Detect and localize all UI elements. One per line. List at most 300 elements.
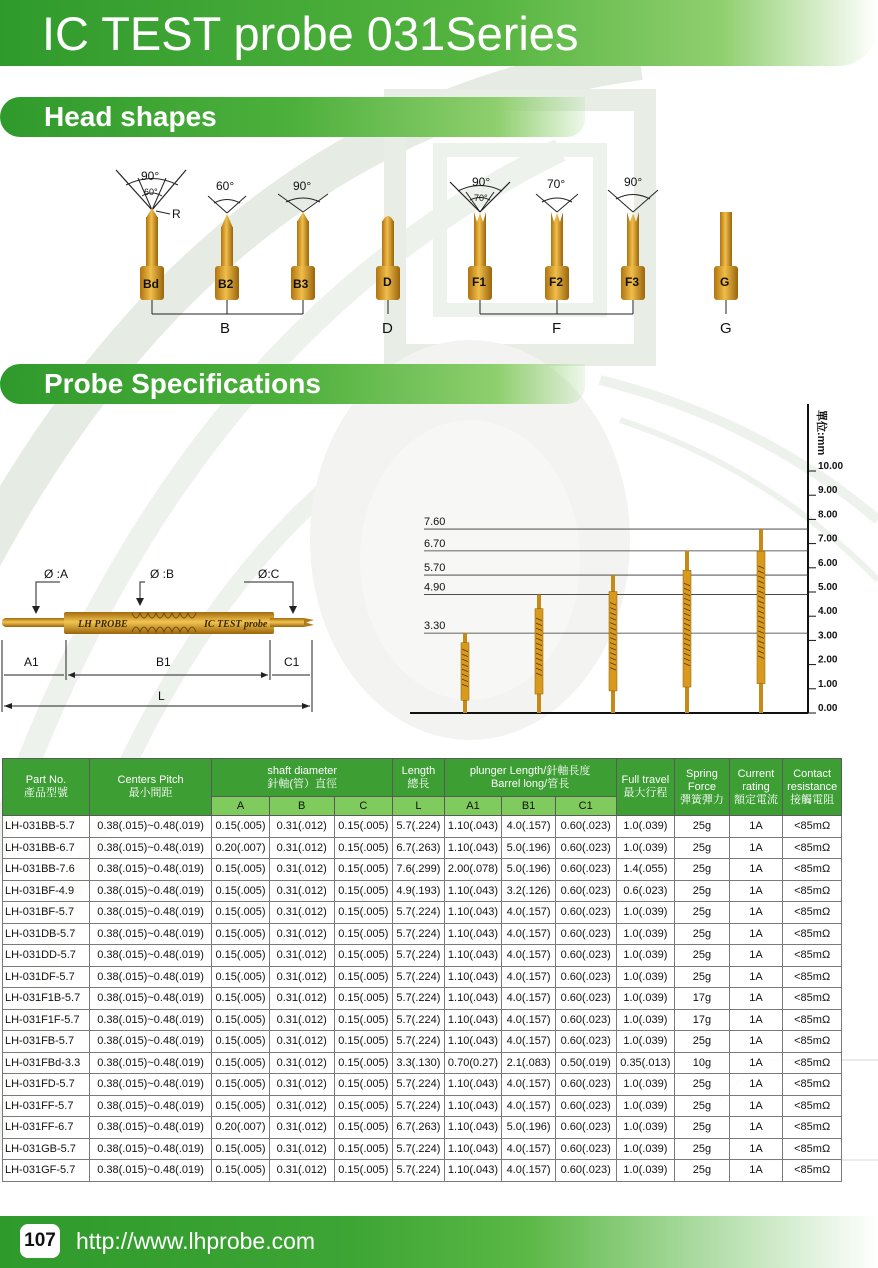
table-cell: 0.60(.023): [555, 966, 616, 988]
table-cell: 1.10(.043): [444, 880, 502, 902]
table-cell: 0.38(.015)~0.48(.019): [89, 1095, 211, 1117]
tip-label-d: D: [383, 275, 392, 289]
table-cell: 0.70(0.27): [444, 1052, 502, 1074]
tip-label-bd: Bd: [143, 277, 159, 291]
table-cell: 1.10(.043): [444, 1138, 502, 1160]
scale-tick-label: 10.00: [818, 461, 844, 472]
table-row: [3, 1138, 842, 1160]
table-cell: 0.38(.015)~0.48(.019): [89, 837, 211, 859]
table-cell: 0.31(.012): [269, 1095, 334, 1117]
table-cell: 0.38(.015)~0.48(.019): [89, 1052, 211, 1074]
table-cell: 4.9(.193): [393, 880, 445, 902]
table-cell: 5.7(.224): [393, 945, 445, 967]
table-cell: 5.7(.224): [393, 1031, 445, 1053]
table-cell: 1.0(.039): [616, 902, 675, 924]
table-cell: 0.15(.005): [212, 1138, 270, 1160]
table-cell: 0.15(.005): [334, 880, 393, 902]
table-cell: 4.0(.157): [502, 902, 556, 924]
table-cell: 1.0(.039): [616, 1074, 675, 1096]
table-cell: 0.60(.023): [555, 837, 616, 859]
table-cell: 0.20(.007): [212, 837, 270, 859]
table-row: [3, 880, 842, 902]
table-cell: 0.60(.023): [555, 1095, 616, 1117]
unit-label: 單位:mm: [815, 410, 827, 456]
table-cell: 1.4(.055): [616, 859, 675, 881]
dia-b-label: Ø :B: [150, 567, 175, 581]
group-label-f: F: [552, 320, 562, 337]
table-cell: <85mΩ: [783, 1117, 842, 1139]
group-label-d: D: [382, 320, 393, 337]
dim-a1-label: A1: [24, 655, 39, 669]
table-cell: 1.0(.039): [616, 945, 675, 967]
table-cell: 5.7(.224): [393, 923, 445, 945]
table-cell: 1A: [729, 1074, 783, 1096]
table-cell: 5.7(.224): [393, 816, 445, 838]
table-cell: 1.10(.043): [444, 1074, 502, 1096]
table-cell: 25g: [675, 859, 730, 881]
table-cell: LH-031FF-6.7: [3, 1117, 90, 1139]
scale-tick-label: 1.00: [818, 678, 838, 690]
length-label: 5.70: [424, 562, 446, 575]
table-row: [3, 1160, 842, 1182]
table-cell: LH-031DB-5.7: [3, 923, 90, 945]
table-cell: <85mΩ: [783, 1031, 842, 1053]
table-cell: 5.7(.224): [393, 1009, 445, 1031]
th-sub-c1: C1: [555, 797, 616, 816]
table-cell: 0.15(.005): [212, 859, 270, 881]
table-cell: 0.60(.023): [555, 1031, 616, 1053]
page-title: IC TEST probe 031Series: [42, 7, 579, 60]
table-cell: 25g: [675, 966, 730, 988]
table-cell: 1.0(.039): [616, 923, 675, 945]
th-sub-a1: A1: [444, 797, 502, 816]
table-cell: 0.15(.005): [212, 1031, 270, 1053]
table-cell: 25g: [675, 837, 730, 859]
th-current: Current rating 額定電流: [729, 759, 783, 816]
table-cell: 0.38(.015)~0.48(.019): [89, 859, 211, 881]
th-centers-pitch: Centers Pitch 最小間距: [89, 759, 211, 816]
table-cell: 0.31(.012): [269, 880, 334, 902]
table-cell: 0.38(.015)~0.48(.019): [89, 1031, 211, 1053]
spec-table-body: [3, 816, 842, 1182]
th-sub-b: B: [269, 797, 334, 816]
table-cell: <85mΩ: [783, 816, 842, 838]
table-cell: 4.0(.157): [502, 1138, 556, 1160]
length-label: 7.60: [424, 516, 446, 529]
table-cell: 0.31(.012): [269, 1052, 334, 1074]
table-cell: <85mΩ: [783, 988, 842, 1010]
table-cell: 1A: [729, 1095, 783, 1117]
table-cell: 0.60(.023): [555, 880, 616, 902]
table-cell: 0.15(.005): [212, 988, 270, 1010]
table-cell: 0.15(.005): [212, 1160, 270, 1182]
scale-probe-barrel: [535, 609, 543, 694]
table-cell: 0.31(.012): [269, 859, 334, 881]
table-cell: 25g: [675, 1074, 730, 1096]
scale-tick-label: 7.00: [818, 533, 838, 545]
table-cell: <85mΩ: [783, 880, 842, 902]
table-cell: 0.38(.015)~0.48(.019): [89, 966, 211, 988]
table-cell: LH-031DD-5.7: [3, 945, 90, 967]
table-cell: 0.15(.005): [334, 1009, 393, 1031]
table-cell: 0.31(.012): [269, 1160, 334, 1182]
table-cell: 0.38(.015)~0.48(.019): [89, 902, 211, 924]
table-cell: 1A: [729, 1009, 783, 1031]
table-cell: 1A: [729, 859, 783, 881]
table-cell: 25g: [675, 1095, 730, 1117]
table-cell: 0.60(.023): [555, 945, 616, 967]
table-cell: LH-031BB-6.7: [3, 837, 90, 859]
table-cell: 1A: [729, 880, 783, 902]
table-cell: 0.31(.012): [269, 945, 334, 967]
length-label: 6.70: [424, 537, 446, 550]
scale-tick-label: 0.00: [818, 703, 838, 714]
table-cell: 3.3(.130): [393, 1052, 445, 1074]
table-cell: 0.15(.005): [212, 1009, 270, 1031]
table-cell: 0.38(.015)~0.48(.019): [89, 880, 211, 902]
table-cell: <85mΩ: [783, 837, 842, 859]
table-cell: 1.0(.039): [616, 1117, 675, 1139]
table-cell: 0.15(.005): [212, 1095, 270, 1117]
table-cell: 1.10(.043): [444, 1117, 502, 1139]
table-cell: <85mΩ: [783, 859, 842, 881]
table-cell: 0.15(.005): [334, 1138, 393, 1160]
table-cell: <85mΩ: [783, 1095, 842, 1117]
table-row: [3, 966, 842, 988]
table-cell: 4.0(.157): [502, 816, 556, 838]
table-cell: 0.15(.005): [334, 1160, 393, 1182]
table-cell: 5.0(.196): [502, 837, 556, 859]
table-cell: 25g: [675, 923, 730, 945]
table-cell: <85mΩ: [783, 1074, 842, 1096]
table-cell: 5.7(.224): [393, 1160, 445, 1182]
table-cell: 25g: [675, 945, 730, 967]
table-cell: 1.0(.039): [616, 988, 675, 1010]
dia-a-label: Ø :A: [44, 567, 69, 581]
table-cell: 1A: [729, 1031, 783, 1053]
table-row: [3, 923, 842, 945]
th-sub-l: L: [393, 797, 445, 816]
angle-label-f2: 70°: [547, 177, 566, 191]
table-cell: 1.0(.039): [616, 837, 675, 859]
table-cell: 5.7(.224): [393, 1095, 445, 1117]
table-cell: 0.15(.005): [334, 923, 393, 945]
table-cell: <85mΩ: [783, 1160, 842, 1182]
table-row: [3, 902, 842, 924]
scale-tick-label: 3.00: [818, 630, 838, 642]
section-title-probe-specs: Probe Specifications: [44, 368, 321, 399]
table-cell: 1A: [729, 1117, 783, 1139]
table-cell: 6.7(.263): [393, 837, 445, 859]
angle-label-f1-inner: 70°: [474, 193, 488, 203]
table-cell: 1.0(.039): [616, 966, 675, 988]
table-cell: LH-031BF-4.9: [3, 880, 90, 902]
table-cell: 1.10(.043): [444, 923, 502, 945]
tip-label-g: G: [720, 275, 730, 289]
table-cell: 0.15(.005): [212, 923, 270, 945]
tip-label-b2: B2: [218, 277, 234, 291]
table-cell: 2.1(.083): [502, 1052, 556, 1074]
table-cell: 0.38(.015)~0.48(.019): [89, 816, 211, 838]
angle-label-bd-inner: 60°: [144, 187, 158, 197]
th-part-no: Part No. 產品型號: [3, 759, 90, 816]
table-cell: 25g: [675, 880, 730, 902]
table-cell: 4.0(.157): [502, 1095, 556, 1117]
table-cell: 25g: [675, 1138, 730, 1160]
table-cell: 0.31(.012): [269, 816, 334, 838]
table-cell: 0.20(.007): [212, 1117, 270, 1139]
table-cell: LH-031F1F-5.7: [3, 1009, 90, 1031]
table-cell: <85mΩ: [783, 1138, 842, 1160]
table-cell: 1A: [729, 966, 783, 988]
table-cell: LH-031FF-5.7: [3, 1095, 90, 1117]
table-cell: 1.10(.043): [444, 945, 502, 967]
table-cell: LH-031FB-5.7: [3, 1031, 90, 1053]
table-cell: 0.15(.005): [212, 1052, 270, 1074]
table-cell: 0.31(.012): [269, 837, 334, 859]
table-row: [3, 988, 842, 1010]
spec-table: [2, 758, 842, 1182]
table-cell: 0.15(.005): [212, 902, 270, 924]
table-cell: LH-031FD-5.7: [3, 1074, 90, 1096]
table-cell: 4.0(.157): [502, 1160, 556, 1182]
brand-right: IC TEST probe: [204, 619, 268, 630]
table-cell: 0.15(.005): [334, 837, 393, 859]
table-cell: 0.15(.005): [334, 1117, 393, 1139]
scale-tick-label: 8.00: [818, 509, 838, 521]
table-cell: 0.15(.005): [334, 966, 393, 988]
table-cell: 1.10(.043): [444, 902, 502, 924]
tip-label-f3: F3: [625, 275, 640, 289]
brand-left: LH PROBE: [78, 619, 128, 630]
table-cell: 0.50(.019): [555, 1052, 616, 1074]
table-cell: 17g: [675, 1009, 730, 1031]
angle-label-bd-outer: 90°: [141, 169, 160, 183]
table-cell: 5.7(.224): [393, 1074, 445, 1096]
th-spring: Spring Force 彈簧彈力: [675, 759, 730, 816]
table-cell: 0.60(.023): [555, 902, 616, 924]
table-cell: 7.6(.299): [393, 859, 445, 881]
dim-l-label: L: [158, 689, 165, 703]
dim-c1-label: C1: [284, 655, 300, 669]
table-cell: 1A: [729, 988, 783, 1010]
length-label: 3.30: [424, 620, 446, 633]
table-cell: 25g: [675, 1117, 730, 1139]
table-cell: 0.15(.005): [334, 902, 393, 924]
table-cell: LH-031BB-7.6: [3, 859, 90, 881]
table-cell: 4.0(.157): [502, 945, 556, 967]
table-cell: LH-031FBd-3.3: [3, 1052, 90, 1074]
table-cell: 5.0(.196): [502, 1117, 556, 1139]
table-cell: 0.31(.012): [269, 1031, 334, 1053]
table-cell: 0.15(.005): [334, 1052, 393, 1074]
table-cell: 4.0(.157): [502, 923, 556, 945]
table-cell: 5.7(.224): [393, 988, 445, 1010]
table-row: [3, 1095, 842, 1117]
table-cell: 3.2(.126): [502, 880, 556, 902]
table-cell: 0.15(.005): [212, 816, 270, 838]
table-cell: LH-031GF-5.7: [3, 1160, 90, 1182]
table-cell: 5.0(.196): [502, 859, 556, 881]
table-cell: 1.10(.043): [444, 1009, 502, 1031]
table-cell: 1A: [729, 902, 783, 924]
th-sub-b1: B1: [502, 797, 556, 816]
table-cell: <85mΩ: [783, 1009, 842, 1031]
table-cell: <85mΩ: [783, 945, 842, 967]
table-cell: <85mΩ: [783, 966, 842, 988]
table-cell: 4.0(.157): [502, 1074, 556, 1096]
table-cell: 0.15(.005): [212, 945, 270, 967]
tip-label-b3: B3: [293, 277, 309, 291]
table-cell: 0.15(.005): [212, 880, 270, 902]
table-cell: 0.31(.012): [269, 966, 334, 988]
section-title-head-shapes: Head shapes: [44, 101, 217, 132]
table-cell: 4.0(.157): [502, 1009, 556, 1031]
table-cell: 0.31(.012): [269, 1009, 334, 1031]
table-cell: 1.0(.039): [616, 1031, 675, 1053]
th-shaft: shaft diameter 針軸(管）直徑: [212, 759, 393, 797]
table-cell: 1.10(.043): [444, 988, 502, 1010]
table-cell: 0.15(.005): [334, 1095, 393, 1117]
table-cell: LH-031BB-5.7: [3, 816, 90, 838]
table-cell: 0.15(.005): [334, 945, 393, 967]
table-cell: 25g: [675, 902, 730, 924]
table-cell: 0.60(.023): [555, 1009, 616, 1031]
table-cell: 0.38(.015)~0.48(.019): [89, 1138, 211, 1160]
table-cell: 0.15(.005): [334, 859, 393, 881]
th-length: Length 總長: [393, 759, 445, 797]
table-cell: 1.10(.043): [444, 1095, 502, 1117]
table-cell: 1.0(.039): [616, 1009, 675, 1031]
radius-label: R: [172, 207, 181, 221]
table-cell: 0.60(.023): [555, 988, 616, 1010]
table-cell: 1.10(.043): [444, 966, 502, 988]
table-cell: 4.0(.157): [502, 988, 556, 1010]
page-number: 107: [20, 1224, 60, 1258]
table-cell: 0.31(.012): [269, 1117, 334, 1139]
table-cell: <85mΩ: [783, 902, 842, 924]
scale-probe-barrel: [609, 592, 617, 691]
table-cell: 1A: [729, 945, 783, 967]
table-cell: 1A: [729, 1052, 783, 1074]
table-cell: LH-031BF-5.7: [3, 902, 90, 924]
angle-label-b2: 60°: [216, 179, 235, 193]
table-cell: 0.60(.023): [555, 859, 616, 881]
th-sub-a: A: [212, 797, 270, 816]
table-cell: 0.38(.015)~0.48(.019): [89, 1160, 211, 1182]
table-cell: 0.15(.005): [212, 966, 270, 988]
table-cell: 0.15(.005): [212, 1074, 270, 1096]
table-cell: 1.10(.043): [444, 1160, 502, 1182]
table-cell: 1.0(.039): [616, 816, 675, 838]
table-cell: 1A: [729, 837, 783, 859]
table-row: [3, 1074, 842, 1096]
scale-tick-label: 4.00: [818, 606, 838, 618]
dim-b1-label: B1: [156, 655, 171, 669]
th-contact: Contact resistance 接觸電阻: [783, 759, 842, 816]
table-cell: 0.31(.012): [269, 988, 334, 1010]
table-cell: 0.60(.023): [555, 923, 616, 945]
angle-label-f1-outer: 90°: [472, 175, 491, 189]
table-cell: 0.15(.005): [334, 1074, 393, 1096]
table-cell: 0.15(.005): [334, 988, 393, 1010]
table-cell: LH-031F1B-5.7: [3, 988, 90, 1010]
table-cell: 4.0(.157): [502, 966, 556, 988]
table-cell: 2.00(.078): [444, 859, 502, 881]
table-cell: 0.38(.015)~0.48(.019): [89, 1009, 211, 1031]
website-link[interactable]: http://www.lhprobe.com: [76, 1228, 316, 1254]
table-cell: 25g: [675, 1160, 730, 1182]
table-cell: LH-031DF-5.7: [3, 966, 90, 988]
table-cell: 1A: [729, 923, 783, 945]
table-row: [3, 1117, 842, 1139]
dia-c-label: Ø:C: [258, 567, 280, 581]
table-cell: 5.7(.224): [393, 966, 445, 988]
table-row: [3, 1052, 842, 1074]
table-cell: 0.38(.015)~0.48(.019): [89, 923, 211, 945]
table-cell: 0.60(.023): [555, 816, 616, 838]
table-cell: 1.10(.043): [444, 1031, 502, 1053]
table-cell: 0.38(.015)~0.48(.019): [89, 945, 211, 967]
table-row: [3, 1009, 842, 1031]
table-cell: 5.7(.224): [393, 1138, 445, 1160]
table-cell: 0.31(.012): [269, 902, 334, 924]
length-label: 4.90: [424, 581, 446, 594]
table-cell: 1.0(.039): [616, 1138, 675, 1160]
table-cell: 1A: [729, 1138, 783, 1160]
table-cell: 0.38(.015)~0.48(.019): [89, 1117, 211, 1139]
scale-tick-label: 2.00: [818, 654, 838, 666]
th-full-travel: Full travel 最大行程: [616, 759, 675, 816]
table-cell: 0.31(.012): [269, 1138, 334, 1160]
table-cell: 25g: [675, 816, 730, 838]
scale-tick-label: 6.00: [818, 557, 838, 569]
table-cell: LH-031GB-5.7: [3, 1138, 90, 1160]
table-cell: 0.60(.023): [555, 1074, 616, 1096]
table-cell: 10g: [675, 1052, 730, 1074]
table-cell: 1.0(.039): [616, 1095, 675, 1117]
table-cell: 0.60(.023): [555, 1160, 616, 1182]
table-cell: 0.31(.012): [269, 1074, 334, 1096]
angle-label-b3: 90°: [293, 179, 312, 193]
table-cell: 17g: [675, 988, 730, 1010]
table-cell: 0.38(.015)~0.48(.019): [89, 988, 211, 1010]
table-cell: 1.0(.039): [616, 1160, 675, 1182]
table-cell: 4.0(.157): [502, 1031, 556, 1053]
table-row: [3, 816, 842, 838]
table-cell: 0.15(.005): [334, 816, 393, 838]
group-label-b: B: [220, 320, 231, 337]
table-cell: 0.35(.013): [616, 1052, 675, 1074]
table-row: [3, 837, 842, 859]
table-cell: 0.38(.015)~0.48(.019): [89, 1074, 211, 1096]
tip-label-f2: F2: [549, 275, 564, 289]
table-cell: 1.10(.043): [444, 837, 502, 859]
table-cell: 25g: [675, 1031, 730, 1053]
table-cell: <85mΩ: [783, 1052, 842, 1074]
th-plunger: plunger Length/針軸長度 Barrel long/管長: [444, 759, 616, 797]
table-cell: 0.15(.005): [334, 1031, 393, 1053]
th-sub-c: C: [334, 797, 393, 816]
table-row: [3, 945, 842, 967]
table-row: [3, 859, 842, 881]
tip-label-f1: F1: [472, 275, 487, 289]
scale-tick-label: 9.00: [818, 485, 838, 497]
table-cell: <85mΩ: [783, 923, 842, 945]
scale-tick-label: 5.00: [818, 582, 838, 593]
group-label-g: G: [720, 320, 732, 337]
table-cell: 1A: [729, 1160, 783, 1182]
